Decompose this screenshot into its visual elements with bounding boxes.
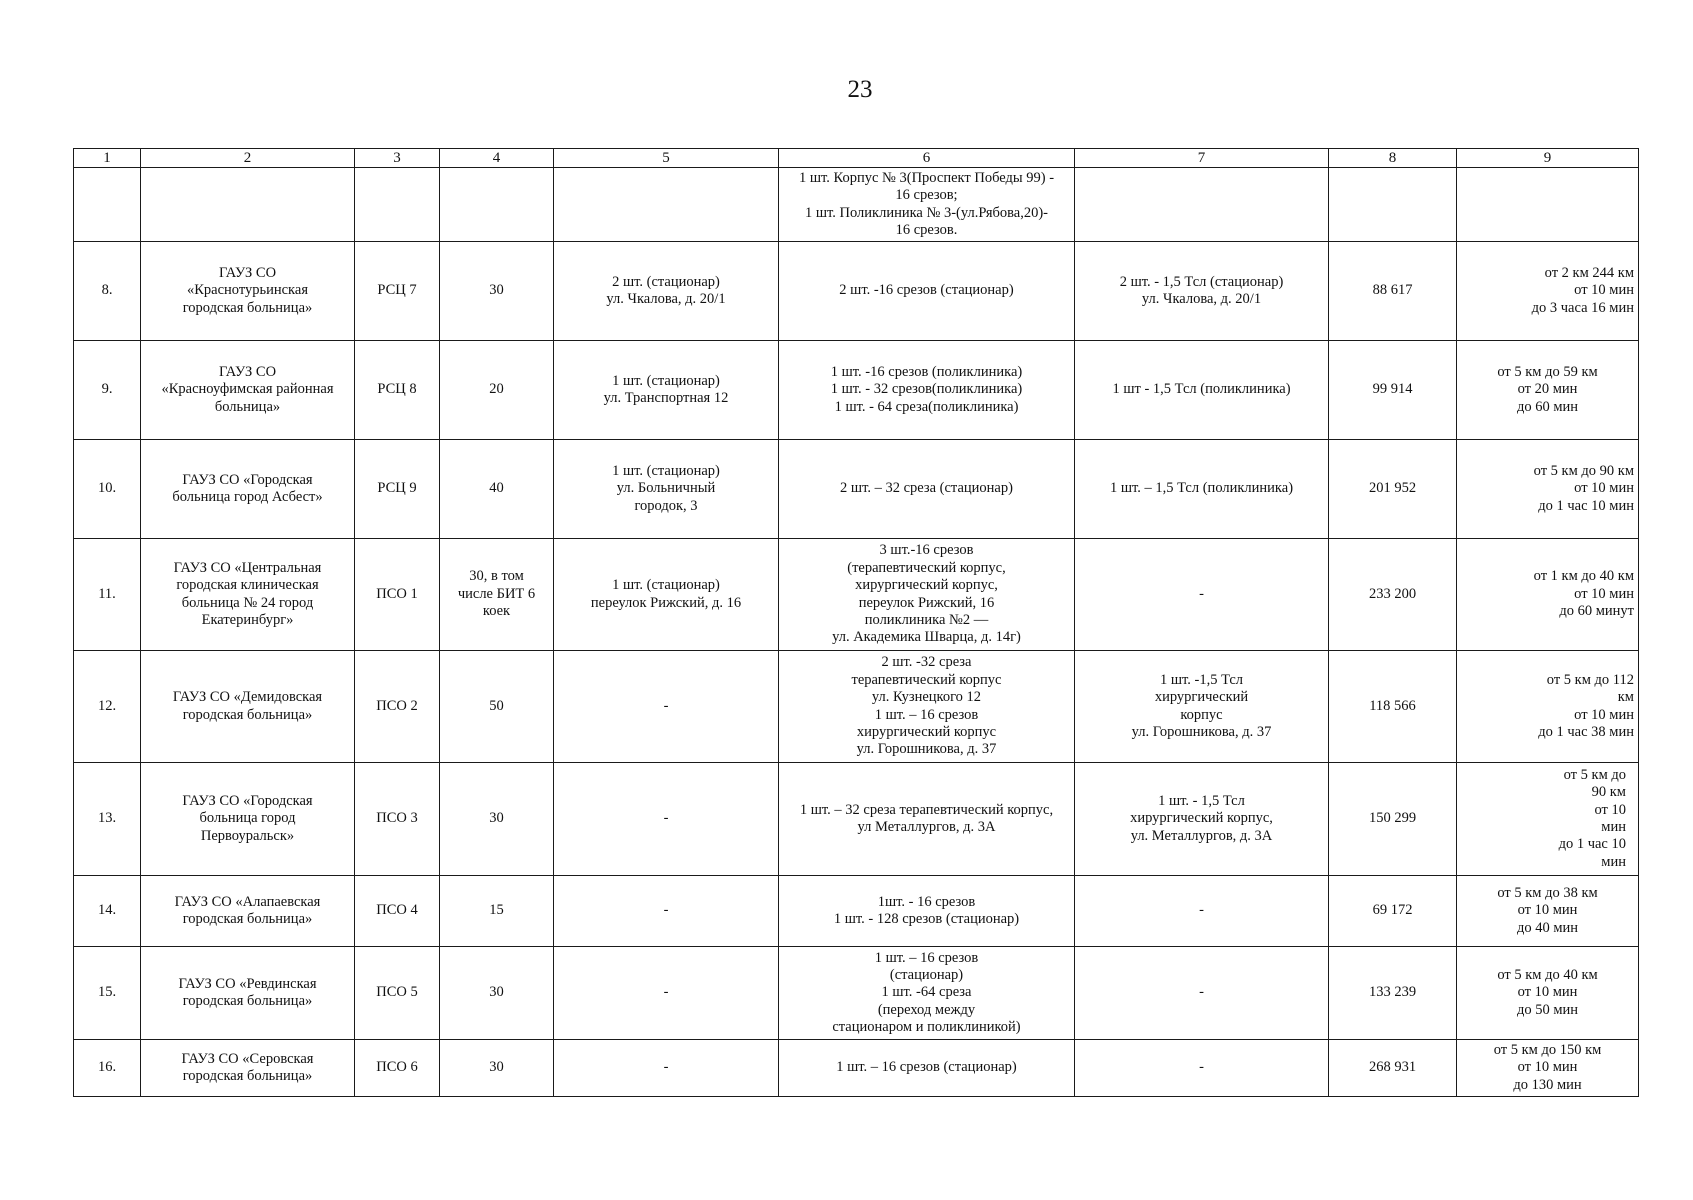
table-row (74, 168, 1639, 242)
distance-time: от 5 км до 40 км от 10 мин до 50 мин (1457, 947, 1639, 1040)
bed-count: 30 (440, 1040, 554, 1097)
mri-info: - (1075, 539, 1329, 651)
distance-time: от 5 км до 38 км от 10 мин до 40 мин (1457, 876, 1639, 947)
population (1329, 168, 1457, 242)
page-number: 23 (847, 76, 873, 103)
mri-info: 2 шт. - 1,5 Тсл (стационар) ул. Чкалова, д. 20/1 (1075, 242, 1329, 341)
header-row (74, 149, 1639, 168)
row-number: 10. (74, 440, 141, 539)
organization: ГАУЗ СО «Краснотурьинская городская больница» (141, 242, 355, 341)
ct-info: 3 шт.-16 срезов (терапевтический корпус, хирургический корпус, переулок Рижский, 16 поликлиника №2 — ул. Академика Шварца, д. 14г) (779, 539, 1075, 651)
bed-count: 30 (440, 763, 554, 876)
bed-count: 20 (440, 341, 554, 440)
table-row (74, 947, 1639, 1040)
angiograph-info: 1 шт. (стационар) ул. Больничный городок, 3 (554, 440, 779, 539)
row-number: 11. (74, 539, 141, 651)
table-row (74, 440, 1639, 539)
ct-info: 2 шт. -16 срезов (стационар) (779, 242, 1075, 341)
angiograph-info: - (554, 763, 779, 876)
row-number: 15. (74, 947, 141, 1040)
bed-count: 30 (440, 242, 554, 341)
row-number: 13. (74, 763, 141, 876)
population: 133 239 (1329, 947, 1457, 1040)
organization: ГАУЗ СО «Ревдинская городская больница» (141, 947, 355, 1040)
hospital-equipment-table (73, 148, 1639, 1097)
organization: ГАУЗ СО «Городская больница город Асбест» (141, 440, 355, 539)
bed-count: 15 (440, 876, 554, 947)
mri-info: 1 шт. -1,5 Тсл хирургический корпус ул. Горошникова, д. 37 (1075, 651, 1329, 763)
header-cell-7: 7 (1075, 149, 1329, 168)
angiograph-info: 1 шт. (стационар) переулок Рижский, д. 16 (554, 539, 779, 651)
organization: ГАУЗ СО «Демидовская городская больница» (141, 651, 355, 763)
population: 99 914 (1329, 341, 1457, 440)
center-code: ПСО 5 (355, 947, 440, 1040)
center-code: ПСО 6 (355, 1040, 440, 1097)
table-row (74, 242, 1639, 341)
mri-info (1075, 168, 1329, 242)
table-row (74, 341, 1639, 440)
population: 201 952 (1329, 440, 1457, 539)
bed-count: 30, в том числе БИТ 6 коек (440, 539, 554, 651)
header-cell-2: 2 (141, 149, 355, 168)
header-cell-3: 3 (355, 149, 440, 168)
mri-info: - (1075, 876, 1329, 947)
angiograph-info: - (554, 1040, 779, 1097)
mri-info: 1 шт - 1,5 Тсл (поликлиника) (1075, 341, 1329, 440)
center-code: ПСО 1 (355, 539, 440, 651)
ct-info: 1 шт. Корпус № 3(Проспект Победы 99) - 16 срезов; 1 шт. Поликлиника № 3-(ул.Рябова,20)- 16 срезов. (779, 168, 1075, 242)
ct-info: 1шт. - 16 срезов 1 шт. - 128 срезов (стационар) (779, 876, 1075, 947)
center-code: РСЦ 7 (355, 242, 440, 341)
center-code: ПСО 3 (355, 763, 440, 876)
organization: ГАУЗ СО «Серовская городская больница» (141, 1040, 355, 1097)
ct-info: 2 шт. -32 среза терапевтический корпус ул. Кузнецкого 12 1 шт. – 16 срезов хирургический корпус ул. Горошникова, д. 37 (779, 651, 1075, 763)
organization (141, 168, 355, 242)
header-cell-4: 4 (440, 149, 554, 168)
distance-time: от 1 км до 40 км от 10 мин до 60 минут (1457, 539, 1639, 651)
mri-info: - (1075, 1040, 1329, 1097)
ct-info: 2 шт. – 32 среза (стационар) (779, 440, 1075, 539)
mri-info: 1 шт. - 1,5 Тсл хирургический корпус, ул. Металлургов, д. 3А (1075, 763, 1329, 876)
ct-info: 1 шт. -16 срезов (поликлиника) 1 шт. - 32 срезов(поликлиника) 1 шт. - 64 среза(поликлиника) (779, 341, 1075, 440)
mri-info: - (1075, 947, 1329, 1040)
table-row (74, 763, 1639, 876)
row-number: 8. (74, 242, 141, 341)
center-code: ПСО 2 (355, 651, 440, 763)
bed-count (440, 168, 554, 242)
population: 88 617 (1329, 242, 1457, 341)
table-row (74, 876, 1639, 947)
distance-time: от 5 км до 90 км от 10 мин до 1 час 10 мин (1457, 763, 1639, 876)
header-cell-5: 5 (554, 149, 779, 168)
organization: ГАУЗ СО «Алапаевская городская больница» (141, 876, 355, 947)
row-number (74, 168, 141, 242)
distance-time (1457, 168, 1639, 242)
population: 69 172 (1329, 876, 1457, 947)
ct-info: 1 шт. – 32 среза терапевтический корпус, ул Металлургов, д. 3А (779, 763, 1075, 876)
angiograph-info: - (554, 876, 779, 947)
row-number: 12. (74, 651, 141, 763)
distance-time: от 5 км до 90 км от 10 мин до 1 час 10 мин (1457, 440, 1639, 539)
header-cell-1: 1 (74, 149, 141, 168)
center-code (355, 168, 440, 242)
distance-time: от 5 км до 150 км от 10 мин до 130 мин (1457, 1040, 1639, 1097)
mri-info: 1 шт. – 1,5 Тсл (поликлиника) (1075, 440, 1329, 539)
angiograph-info: 2 шт. (стационар) ул. Чкалова, д. 20/1 (554, 242, 779, 341)
organization: ГАУЗ СО «Центральная городская клиническая больница № 24 город Екатеринбург» (141, 539, 355, 651)
header-cell-8: 8 (1329, 149, 1457, 168)
population: 233 200 (1329, 539, 1457, 651)
distance-time: от 5 км до 112 км от 10 мин до 1 час 38 мин (1457, 651, 1639, 763)
header-cell-6: 6 (779, 149, 1075, 168)
population: 150 299 (1329, 763, 1457, 876)
organization: ГАУЗ СО «Красноуфимская районная больница» (141, 341, 355, 440)
organization: ГАУЗ СО «Городская больница город Первоуральск» (141, 763, 355, 876)
distance-time: от 2 км 244 км от 10 мин до 3 часа 16 мин (1457, 242, 1639, 341)
row-number: 9. (74, 341, 141, 440)
row-number: 14. (74, 876, 141, 947)
center-code: РСЦ 8 (355, 341, 440, 440)
bed-count: 40 (440, 440, 554, 539)
bed-count: 30 (440, 947, 554, 1040)
center-code: ПСО 4 (355, 876, 440, 947)
angiograph-info: - (554, 651, 779, 763)
header-cell-9: 9 (1457, 149, 1639, 168)
table-row (74, 1040, 1639, 1097)
ct-info: 1 шт. – 16 срезов (стационар) (779, 1040, 1075, 1097)
angiograph-info: - (554, 947, 779, 1040)
population: 118 566 (1329, 651, 1457, 763)
table-row (74, 539, 1639, 651)
angiograph-info (554, 168, 779, 242)
angiograph-info: 1 шт. (стационар) ул. Транспортная 12 (554, 341, 779, 440)
population: 268 931 (1329, 1040, 1457, 1097)
bed-count: 50 (440, 651, 554, 763)
center-code: РСЦ 9 (355, 440, 440, 539)
row-number: 16. (74, 1040, 141, 1097)
table-row (74, 651, 1639, 763)
ct-info: 1 шт. – 16 срезов (стационар) 1 шт. -64 среза (переход между стационаром и поликлиникой) (779, 947, 1075, 1040)
distance-time: от 5 км до 59 км от 20 мин до 60 мин (1457, 341, 1639, 440)
